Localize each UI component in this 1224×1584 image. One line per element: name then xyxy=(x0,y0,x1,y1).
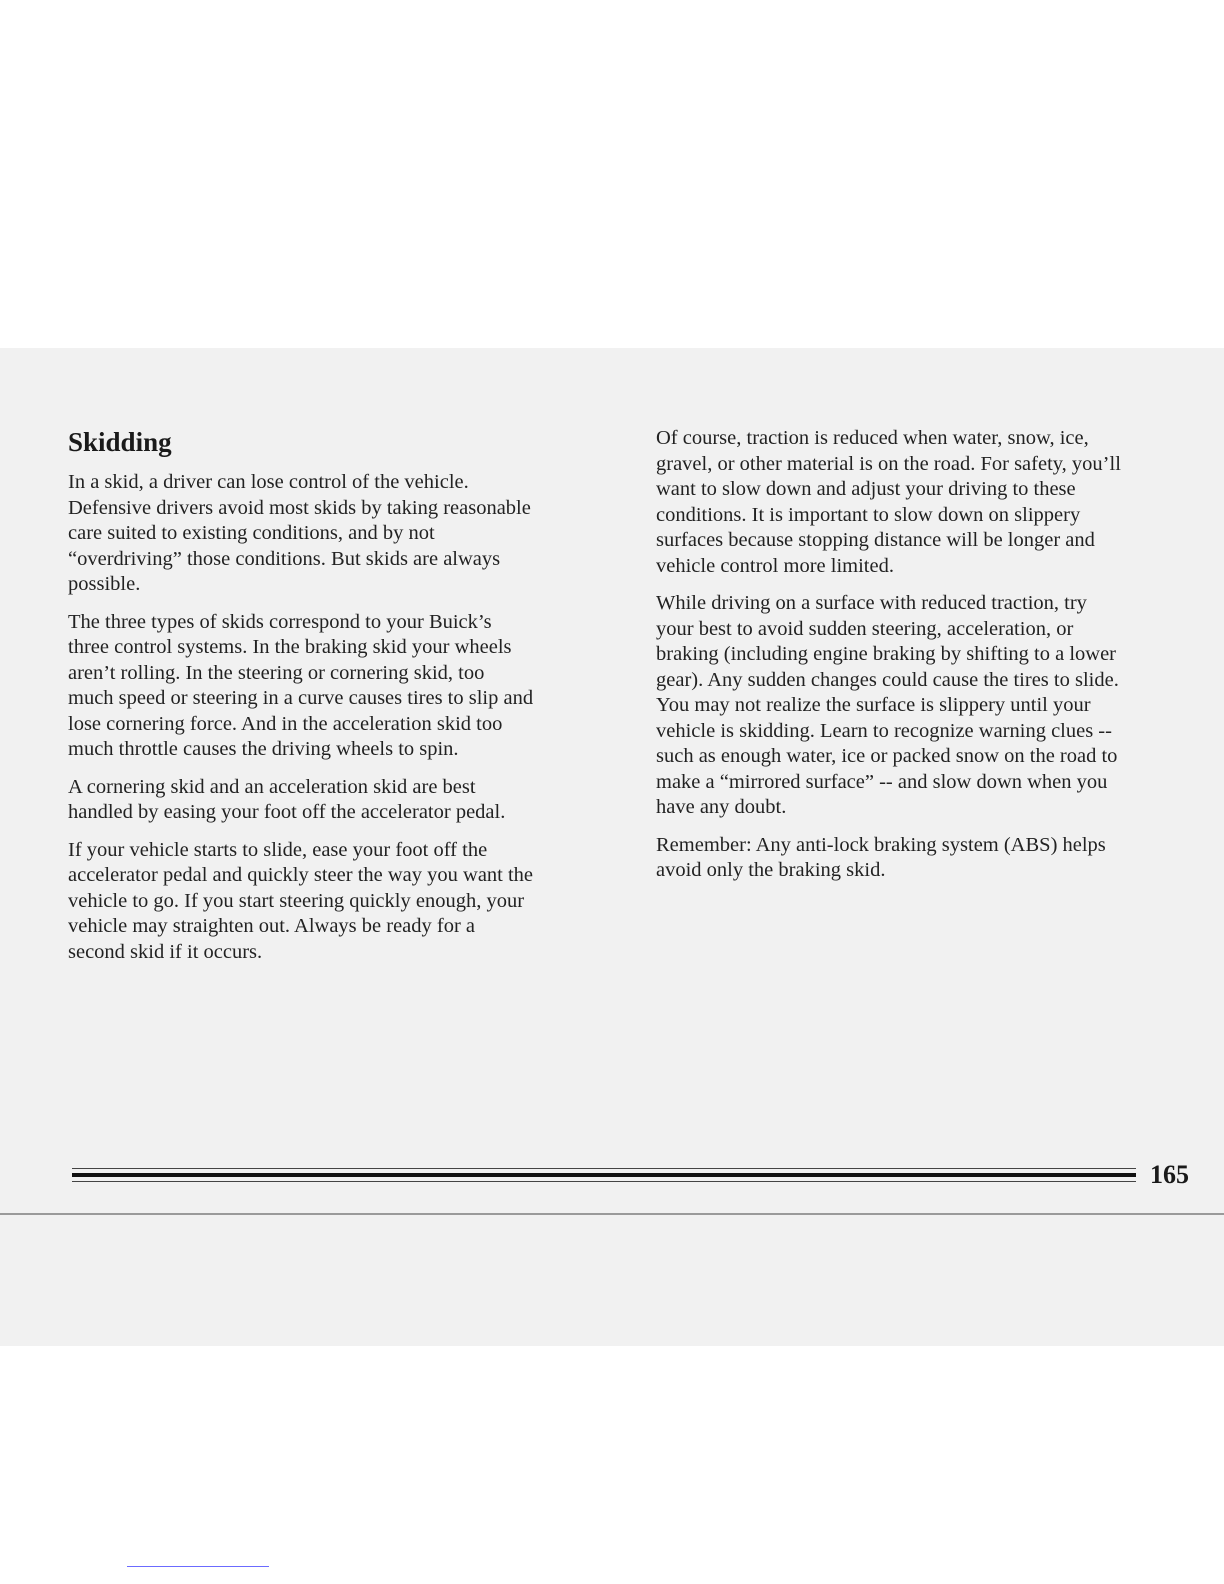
section-title: Skidding xyxy=(68,427,172,457)
left-paragraph-4: If your vehicle starts to slide, ease your foot off the accelerator pedal and quickly steer the way you want the vehicle to go. If you start steering quickly enough, your vehicle may straighten out. Always be ready for a second skid if it occurs. xyxy=(68,838,534,963)
left-text-column xyxy=(68,426,616,977)
right-text-column xyxy=(656,426,1204,896)
bottom-underline-stub xyxy=(127,1566,269,1567)
page-number: 165 xyxy=(1150,1160,1189,1189)
lower-divider xyxy=(0,1213,1224,1215)
left-paragraph-1: In a skid, a driver can lose control of the vehicle. Defensive drivers avoid most skids by taking reasonable care suited to existing conditions, and by not “overdriving” those conditions. But skids are always possible. xyxy=(68,471,531,595)
left-paragraph-2: The three types of skids correspond to your Buick’s three control systems. In the braking skid your wheels aren’t rolling. In the steering or cornering skid, too much speed or steering in a curve causes tires to slip and lose cornering force. And in the acceleration skid too much throttle causes the driving wheels to spin. xyxy=(68,610,534,760)
footer-rule-bottom-line xyxy=(72,1181,1136,1182)
footer-rule-top-line xyxy=(72,1168,1136,1169)
right-paragraph-2: While driving on a surface with reduced traction, try your best to avoid sudden steering, acceleration, or braking (including engine braking by shifting to a lower gear). Any sudden changes could cause the tires to slide. You may not realize the surface is slippery until your vehicle is skidding. Learn to recognize warning clues -- such as enough water, ice or packed snow on the road to make a “mirrored surface” -- and slow down when you have any doubt. xyxy=(656,592,1119,818)
right-paragraph-3: Remember: Any anti-lock braking system (ABS) helps avoid only the braking skid. xyxy=(656,833,1106,881)
left-paragraph-3: A cornering skid and an acceleration skid are best handled by easing your foot off the accelerator pedal. xyxy=(68,775,506,823)
footer-rule xyxy=(72,1173,1136,1177)
right-paragraph-1: Of course, traction is reduced when water, snow, ice, gravel, or other material is on the road. For safety, you’ll want to slow down and adjust your driving to these conditions. It is important to slow down on slippery surfaces because stopping distance will be longer and vehicle control more limited. xyxy=(656,427,1121,577)
